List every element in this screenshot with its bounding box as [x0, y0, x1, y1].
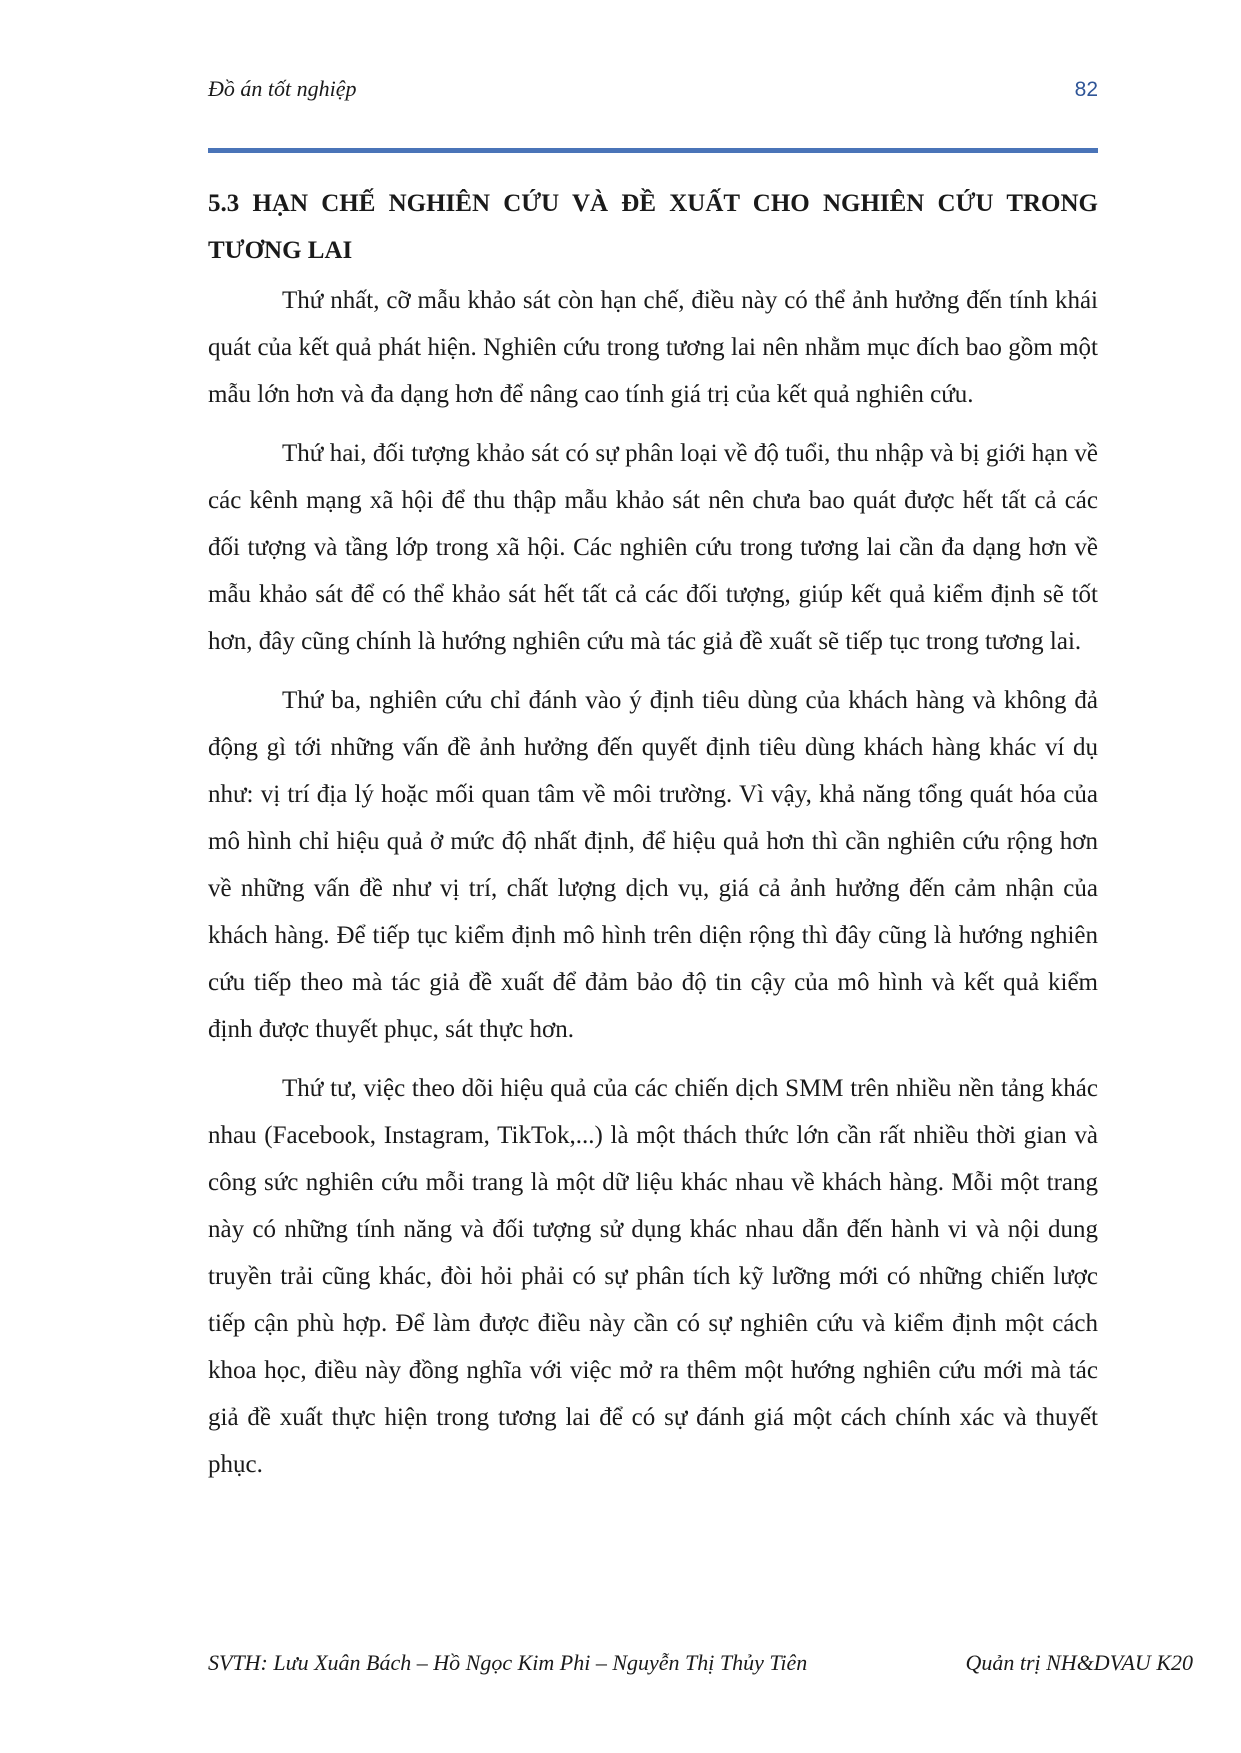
paragraph-4: Thứ tư, việc theo dõi hiệu quả của các chiến dịch SMM trên nhiều nền tảng khác nhau (Facebook, Instagram, TikTok,...) là một thách thức lớn cần rất nhiều thời gian và công sức nghiên cứu mỗi trang là một dữ liệu khác nhau về khách hàng. Mỗi một trang này có những tính năng và đối tượng sử dụng khác nhau dẫn đến hành vi và nội dung truyền trải cũng khác, đòi hỏi phải có sự phân tích kỹ lưỡng mới có những chiến lược tiếp cận phù hợp. Để làm được điều này cần có sự nghiên cứu và kiểm định một cách khoa học, điều này đồng nghĩa với việc mở ra thêm một hướng nghiên cứu mới mà tác giả đề xuất thực hiện trong tương lai để có sự đánh giá một cách chính xác và thuyết phục.	[208, 1075, 1098, 1478]
paragraph-2: Thứ hai, đối tượng khảo sát có sự phân loại về độ tuổi, thu nhập và bị giới hạn về các kênh mạng xã hội để thu thập mẫu khảo sát nên chưa bao quát được hết tất cả các đối tượng và tầng lớp trong xã hội. Các nghiên cứu trong tương lai cần đa dạng hơn về mẫu khảo sát để có thể khảo sát hết tất cả các đối tượng, giúp kết quả kiểm định sẽ tốt hơn, đây cũng chính là hướng nghiên cứu mà tác giả đề xuất sẽ tiếp tục trong tương lai.	[208, 440, 1098, 655]
page-footer	[208, 1650, 1193, 1686]
footer-program: Quản trị NH&DVAU K20	[965, 1650, 1193, 1675]
document-title: Đồ án tốt nghiệp	[208, 76, 357, 101]
body-text	[208, 277, 1098, 1500]
page-number: 82	[1074, 78, 1098, 101]
footer-authors: SVTH: Lưu Xuân Bách – Hồ Ngọc Kim Phi – Nguyễn Thị Thủy Tiên	[208, 1650, 808, 1675]
header-divider	[208, 148, 1098, 153]
paragraph-1: Thứ nhất, cỡ mẫu khảo sát còn hạn chế, điều này có thể ảnh hưởng đến tính khái quát của kết quả phát hiện. Nghiên cứu trong tương lai nên nhằm mục đích bao gồm một mẫu lớn hơn và đa dạng hơn để nâng cao tính giá trị của kết quả nghiên cứu.	[208, 287, 1098, 408]
section-heading: 5.3 HẠN CHẾ NGHIÊN CỨU VÀ ĐỀ XUẤT CHO NGHIÊN CỨU TRONG TƯƠNG LAI	[208, 190, 1098, 264]
page-header	[208, 72, 1098, 112]
paragraph-3: Thứ ba, nghiên cứu chỉ đánh vào ý định tiêu dùng của khách hàng và không đả động gì tới những vấn đề ảnh hưởng đến quyết định tiêu dùng khách hàng khác ví dụ như: vị trí địa lý hoặc mối quan tâm về môi trường. Vì vậy, khả năng tổng quát hóa của mô hình chỉ hiệu quả ở mức độ nhất định, để hiệu quả hơn thì cần nghiên cứu rộng hơn về những vấn đề như vị trí, chất lượng dịch vụ, giá cả ảnh hưởng đến cảm nhận của khách hàng. Để tiếp tục kiểm định mô hình trên diện rộng thì đây cũng là hướng nghiên cứu tiếp theo mà tác giả đề xuất để đảm bảo độ tin cậy của mô hình và kết quả kiểm định được thuyết phục, sát thực hơn.	[208, 687, 1098, 1043]
